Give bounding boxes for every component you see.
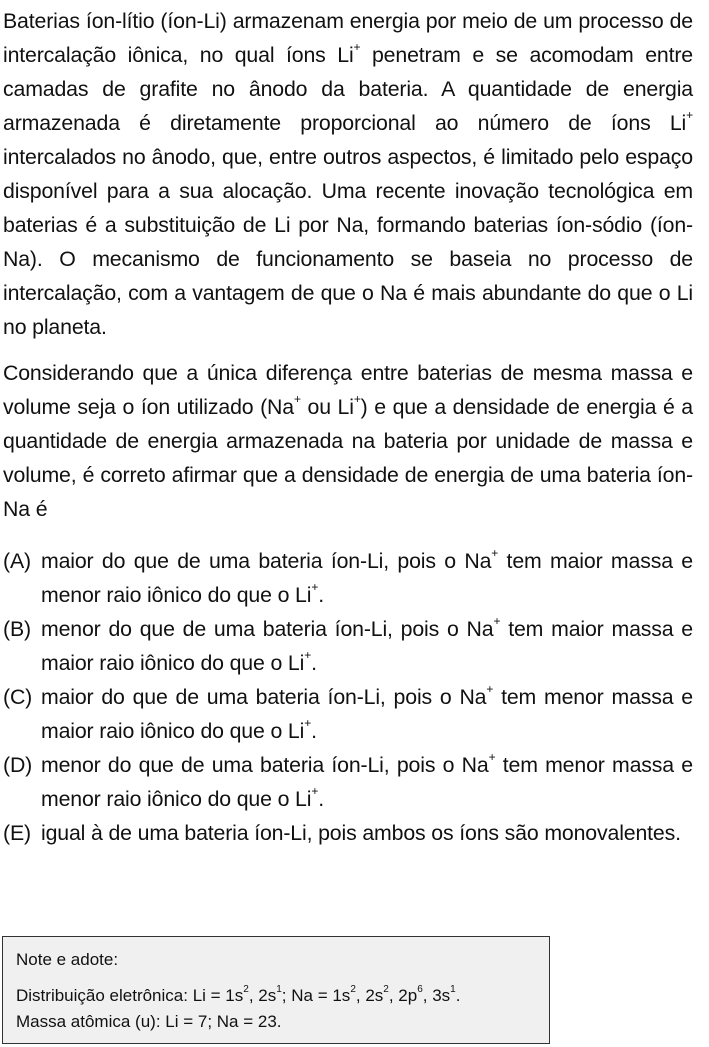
text-segment: , 2s [248,986,277,1005]
text-segment: Baterias íon-lítio (íon-Li) armazenam energia por meio de um processo de intercalação iônica, no qual íons Li [3,9,693,67]
charge-superscript: + [304,715,312,730]
option-text [41,748,693,816]
charge-superscript: + [686,107,693,122]
option-letter: (A) [3,549,31,573]
option-a[interactable] [3,544,693,612]
exponent: 2 [350,984,356,996]
answer-options [3,544,693,850]
text-segment: . [455,986,461,1005]
text-segment: igual à de uma bateria íon-Li, pois ambos os íons são monovalentes. [41,821,681,845]
question-stem [3,356,693,526]
text-segment: menor do que de uma bateria íon-Li, pois o Na [41,753,489,777]
atomic-mass-line: Massa atômica (u): Li = 7; Na = 23. [16,1012,282,1031]
text-segment: intercalados no ânodo, que, entre outros aspectos, é limitado pelo espaço disponível para a sua alocação. Uma recente inovação tecnológica em baterias é a substituição de Li por Na, formando baterias íon-sódio (íon-Na). O mecanismo de funcionamento se baseia no processo de intercalação, com a vantagem de que o Na é mais abundante do que o Li no planeta. [3,145,693,339]
charge-superscript: + [491,545,499,560]
option-d[interactable] [3,748,693,816]
charge-superscript: + [486,681,494,696]
option-letter: (E) [3,821,31,845]
text-segment: Distribuição eletrônica: Li = 1s [16,986,244,1005]
option-e[interactable] [3,816,693,850]
charge-superscript: + [493,613,501,628]
note-box [2,936,550,1044]
charge-superscript: + [488,749,496,764]
electron-configuration-line [16,983,537,1009]
text-segment: tem menor massa e maior raio iônico do que o Li [41,685,694,743]
text-segment: , 2s [355,986,384,1005]
text-segment: ; Na = 1s [281,986,351,1005]
text-segment: ) e que a densidade de energia é a quantidade de energia armazenada na bateria por unidade de massa e volume, é correto afirmar que a densidade de energia de uma bateria íon-Na é [3,395,694,521]
option-letter: (D) [3,753,33,777]
text-segment: , 3s [422,986,451,1005]
option-b[interactable] [3,612,693,680]
text-segment: tem menor massa e menor raio iônico do que o Li [41,753,694,811]
text-segment: . [311,719,317,743]
option-letter: (B) [3,617,31,641]
option-letter: (C) [3,685,33,709]
text-segment: . [318,583,324,607]
text-segment: ou Li [300,395,354,419]
exponent: 2 [383,984,389,996]
text-segment: , 2p [388,986,418,1005]
option-text [41,680,693,748]
charge-superscript: + [311,783,319,798]
question-text [3,4,693,850]
text-segment: maior do que de uma bateria íon-Li, pois o Na [41,685,487,709]
text-segment: tem maior massa e menor raio iônico do que o Li [41,549,694,607]
charge-superscript: + [293,391,301,406]
text-segment: Considerando que a única diferença entre baterias de mesma massa e volume seja o íon utilizado (Na [3,361,693,419]
exponent: 1 [276,984,282,996]
option-text [41,612,693,680]
text-segment: maior do que de uma bateria íon-Li, pois o Na [41,549,492,573]
option-c[interactable] [3,680,693,748]
intro-paragraph [3,4,693,344]
text-segment: penetram e se acomodam entre camadas de grafite no ânodo da bateria. A quantidade de energia armazenada é diretamente proporcional ao número de íons Li [3,43,693,135]
text-segment: . [311,651,317,675]
option-text [41,544,693,612]
text-segment: menor do que de uma bateria íon-Li, pois o Na [41,617,494,641]
text-segment: . [318,787,324,811]
charge-superscript: + [353,39,361,54]
option-text [41,816,693,850]
text-segment: tem maior massa e maior raio iônico do que o Li [41,617,694,675]
exponent: 1 [450,984,456,996]
charge-superscript: + [353,391,361,406]
exponent: 2 [243,984,249,996]
exponent: 6 [417,984,423,996]
note-title: Note e adote: [16,950,119,969]
charge-superscript: + [304,647,312,662]
charge-superscript: + [311,579,319,594]
